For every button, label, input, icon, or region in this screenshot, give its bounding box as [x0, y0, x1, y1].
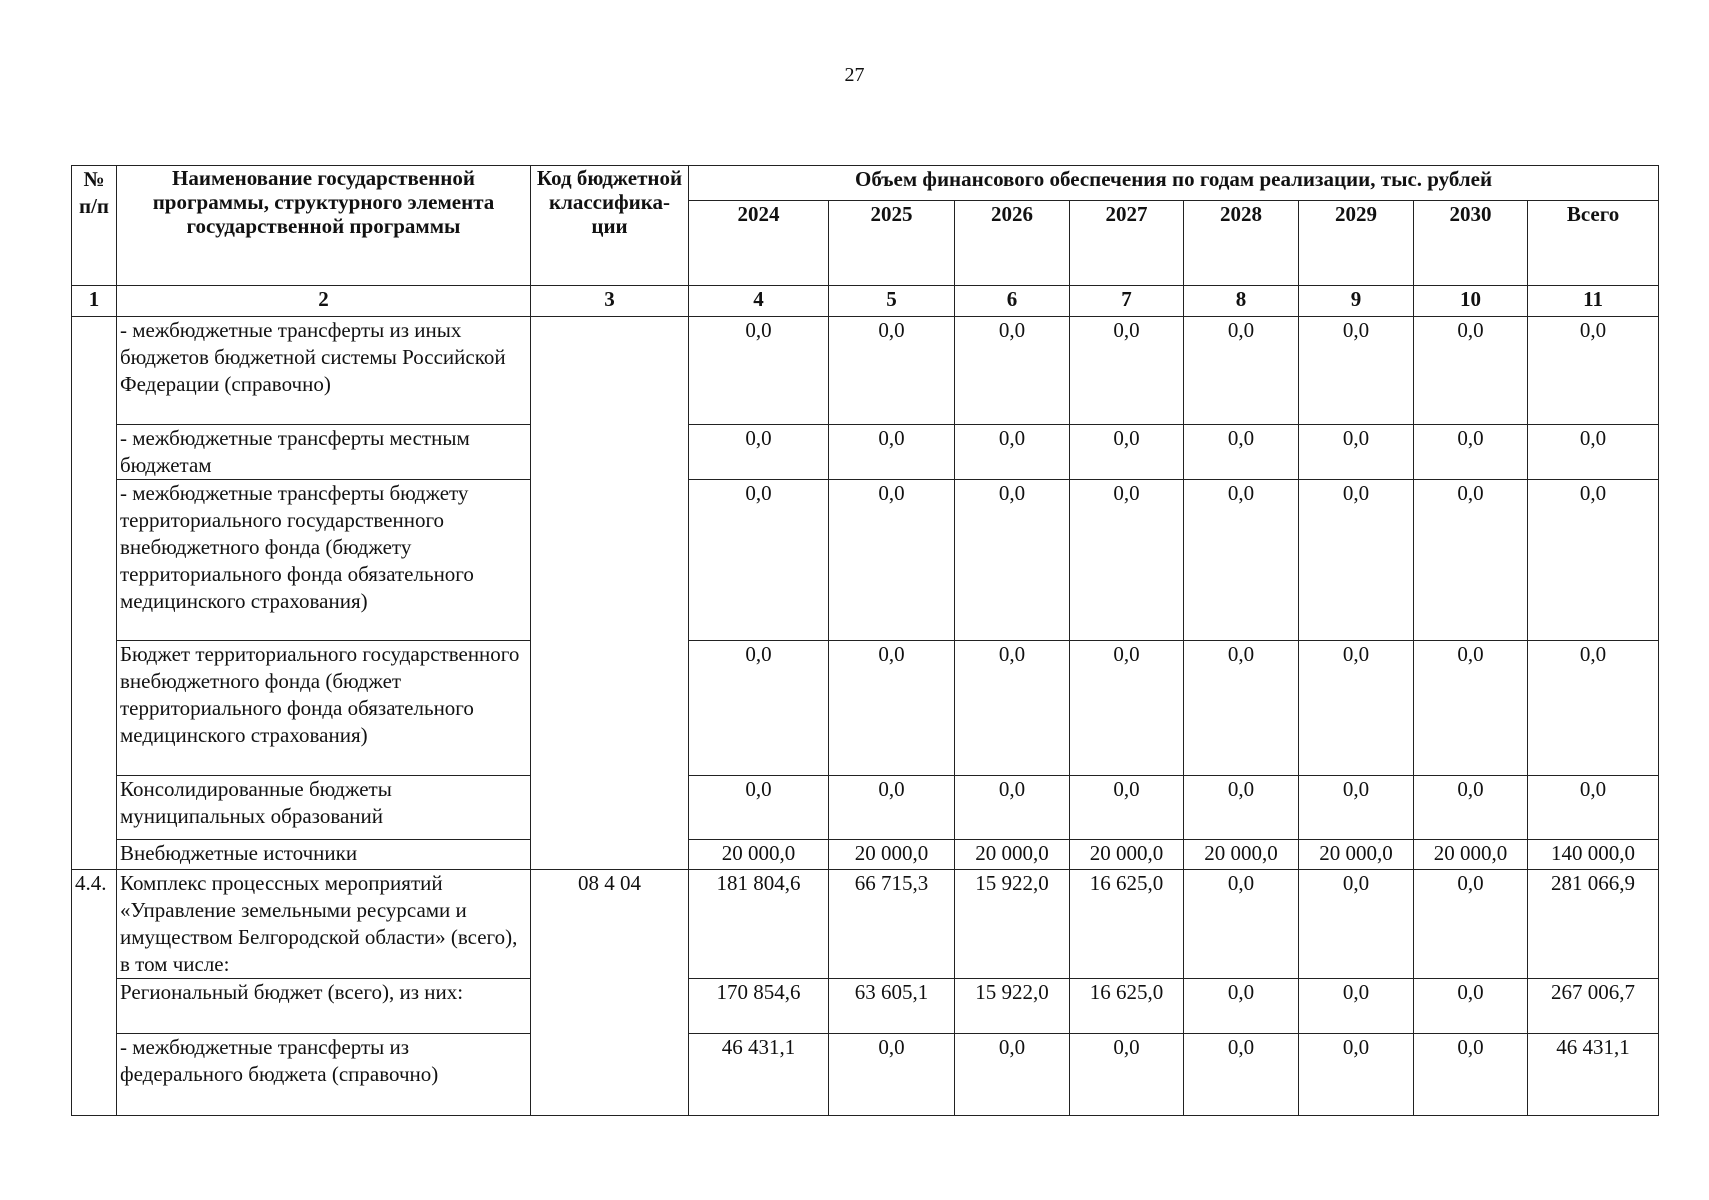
header-year: 2027	[1070, 201, 1184, 286]
cell-total: 0,0	[1528, 480, 1659, 641]
cell-value: 20 000,0	[1414, 840, 1528, 870]
header-year: 2025	[829, 201, 955, 286]
cell-value: 0,0	[955, 317, 1070, 425]
cell-value: 181 804,6	[689, 870, 829, 979]
column-number: 5	[829, 286, 955, 317]
cell-value: 0,0	[1184, 1034, 1299, 1116]
cell-value: 0,0	[689, 776, 829, 840]
row-name: - межбюджетные трансферты из иных бюджетов бюджетной системы Российской Федерации (справочно)	[117, 317, 531, 425]
column-number: 3	[531, 286, 689, 317]
column-number: 4	[689, 286, 829, 317]
column-number: 8	[1184, 286, 1299, 317]
row-name: - межбюджетные трансферты бюджету территориального государственного внебюджетного фонда (бюджету территориального фонда обязательного медицинского страхования)	[117, 480, 531, 641]
cell-value: 0,0	[1184, 425, 1299, 480]
table-row	[72, 979, 1659, 1034]
cell-value: 15 922,0	[955, 979, 1070, 1034]
cell-value: 0,0	[689, 425, 829, 480]
cell-total: 0,0	[1528, 317, 1659, 425]
row-name: - межбюджетные трансферты местным бюджетам	[117, 425, 531, 480]
cell-value: 0,0	[1414, 776, 1528, 840]
row-code: 08 4 04	[531, 870, 689, 1116]
row-name: Внебюджетные источники	[117, 840, 531, 870]
cell-value: 0,0	[1299, 317, 1414, 425]
table-row	[72, 870, 1659, 979]
table-row	[72, 480, 1659, 641]
cell-value: 0,0	[829, 480, 955, 641]
row-number	[72, 317, 117, 870]
header-total: Всего	[1528, 201, 1659, 286]
cell-value: 0,0	[689, 317, 829, 425]
cell-value: 0,0	[1070, 641, 1184, 776]
cell-value: 0,0	[829, 425, 955, 480]
header-year: 2024	[689, 201, 829, 286]
cell-value: 0,0	[1070, 1034, 1184, 1116]
cell-value: 0,0	[1184, 641, 1299, 776]
budget-table	[71, 165, 1659, 1116]
row-code	[531, 317, 689, 870]
cell-value: 0,0	[1299, 480, 1414, 641]
cell-value: 0,0	[1070, 425, 1184, 480]
cell-value: 0,0	[1070, 776, 1184, 840]
cell-value: 20 000,0	[829, 840, 955, 870]
cell-total: 0,0	[1528, 641, 1659, 776]
table-row	[72, 1034, 1659, 1116]
cell-value: 0,0	[1184, 979, 1299, 1034]
column-number: 11	[1528, 286, 1659, 317]
cell-value: 0,0	[1414, 1034, 1528, 1116]
cell-value: 15 922,0	[955, 870, 1070, 979]
cell-value: 0,0	[1299, 425, 1414, 480]
table-row	[72, 641, 1659, 776]
cell-value: 0,0	[829, 641, 955, 776]
cell-value: 0,0	[1414, 641, 1528, 776]
cell-value: 0,0	[1070, 480, 1184, 641]
cell-value: 20 000,0	[1070, 840, 1184, 870]
header-name: Наименование государственной программы, структурного элемента государственной программы	[117, 166, 531, 286]
cell-value: 0,0	[955, 776, 1070, 840]
cell-total: 281 066,9	[1528, 870, 1659, 979]
row-name: Комплекс процессных мероприятий «Управление земельными ресурсами и имуществом Белгородской области» (всего), в том числе:	[117, 870, 531, 979]
header-num: № п/п	[72, 166, 117, 286]
column-number: 2	[117, 286, 531, 317]
row-name: Консолидированные бюджеты муниципальных образований	[117, 776, 531, 840]
table-row	[72, 317, 1659, 425]
header-year: 2028	[1184, 201, 1299, 286]
cell-value: 0,0	[1299, 870, 1414, 979]
cell-value: 0,0	[1414, 425, 1528, 480]
cell-value: 0,0	[1414, 480, 1528, 641]
table-row	[72, 776, 1659, 840]
cell-value: 0,0	[955, 641, 1070, 776]
header-volume: Объем финансового обеспечения по годам реализации, тыс. рублей	[689, 166, 1659, 201]
page-number: 27	[844, 64, 865, 86]
row-name: Бюджет территориального государственного внебюджетного фонда (бюджет территориального фонда обязательного медицинского страхования)	[117, 641, 531, 776]
cell-value: 0,0	[1414, 870, 1528, 979]
row-name: - межбюджетные трансферты из федерального бюджета (справочно)	[117, 1034, 531, 1116]
column-number: 6	[955, 286, 1070, 317]
cell-value: 0,0	[829, 1034, 955, 1116]
cell-value: 0,0	[829, 317, 955, 425]
row-number: 4.4.	[72, 870, 117, 1116]
header-year: 2026	[955, 201, 1070, 286]
column-number: 1	[72, 286, 117, 317]
table-row	[72, 425, 1659, 480]
cell-value: 0,0	[1184, 480, 1299, 641]
cell-value: 0,0	[829, 776, 955, 840]
cell-value: 0,0	[689, 480, 829, 641]
header-code: Код бюджетной классифика-ции	[531, 166, 689, 286]
cell-value: 0,0	[689, 641, 829, 776]
cell-value: 0,0	[1299, 641, 1414, 776]
cell-value: 0,0	[1184, 776, 1299, 840]
cell-value: 0,0	[1299, 776, 1414, 840]
cell-value: 20 000,0	[1299, 840, 1414, 870]
cell-total: 267 006,7	[1528, 979, 1659, 1034]
cell-value: 20 000,0	[689, 840, 829, 870]
cell-value: 0,0	[1299, 979, 1414, 1034]
cell-value: 0,0	[1184, 317, 1299, 425]
cell-value: 66 715,3	[829, 870, 955, 979]
cell-value: 16 625,0	[1070, 870, 1184, 979]
cell-value: 0,0	[955, 1034, 1070, 1116]
cell-value: 0,0	[1414, 317, 1528, 425]
cell-total: 46 431,1	[1528, 1034, 1659, 1116]
header-year: 2029	[1299, 201, 1414, 286]
column-number: 10	[1414, 286, 1528, 317]
cell-value: 20 000,0	[1184, 840, 1299, 870]
cell-value: 0,0	[955, 480, 1070, 641]
header-year: 2030	[1414, 201, 1528, 286]
cell-value: 16 625,0	[1070, 979, 1184, 1034]
cell-value: 170 854,6	[689, 979, 829, 1034]
cell-total: 140 000,0	[1528, 840, 1659, 870]
row-name: Региональный бюджет (всего), из них:	[117, 979, 531, 1034]
cell-value: 0,0	[1070, 317, 1184, 425]
cell-value: 46 431,1	[689, 1034, 829, 1116]
column-number: 9	[1299, 286, 1414, 317]
cell-value: 0,0	[1414, 979, 1528, 1034]
column-number: 7	[1070, 286, 1184, 317]
cell-value: 20 000,0	[955, 840, 1070, 870]
table-row	[72, 840, 1659, 870]
cell-value: 63 605,1	[829, 979, 955, 1034]
cell-total: 0,0	[1528, 776, 1659, 840]
cell-total: 0,0	[1528, 425, 1659, 480]
cell-value: 0,0	[1299, 1034, 1414, 1116]
cell-value: 0,0	[1184, 870, 1299, 979]
cell-value: 0,0	[955, 425, 1070, 480]
